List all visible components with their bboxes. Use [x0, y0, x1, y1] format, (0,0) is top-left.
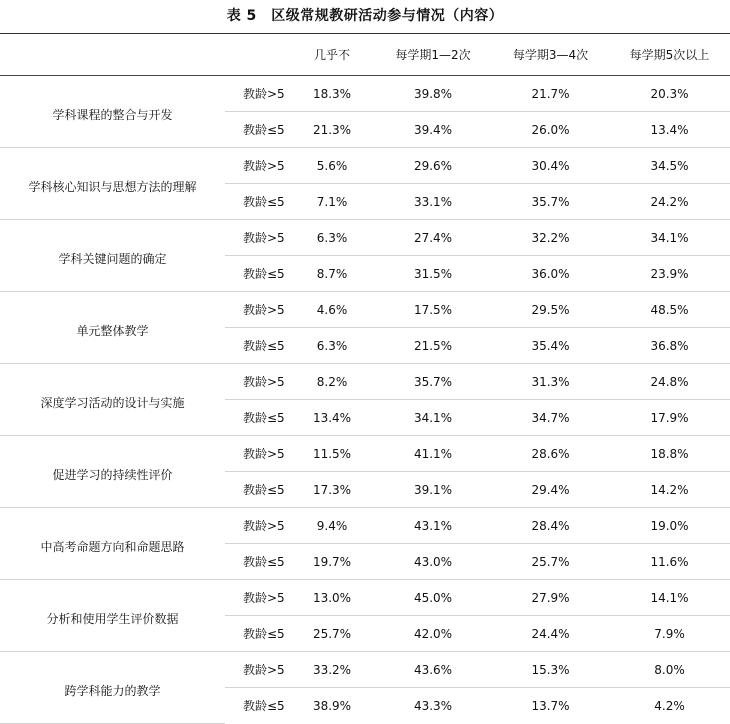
header-cell-3-4-times: 每学期3—4次 — [492, 34, 609, 76]
value-cell: 28.6% — [492, 436, 609, 472]
topic-cell: 深度学习活动的设计与实施 — [0, 364, 225, 436]
table-row — [0, 508, 730, 544]
value-cell: 35.7% — [374, 364, 492, 400]
header-cell-group — [225, 34, 290, 76]
value-cell: 13.0% — [290, 580, 374, 616]
table-row — [0, 292, 730, 328]
topic-cell: 跨学科能力的教学 — [0, 652, 225, 724]
value-cell: 23.9% — [609, 256, 730, 292]
value-cell: 13.7% — [531, 698, 570, 713]
value-cell: 9.4% — [290, 508, 374, 544]
value-cell: 15.3% — [492, 652, 609, 688]
group-cell: 教龄>5 — [225, 220, 290, 256]
value-cell: 24.8% — [609, 364, 730, 400]
topic-cell: 学科关键问题的确定 — [0, 220, 225, 292]
group-cell: 教龄>5 — [225, 364, 290, 400]
topic-cell: 单元整体教学 — [0, 292, 225, 364]
table-row — [0, 580, 730, 616]
header-row — [0, 34, 730, 76]
header-cell-5-plus-times: 每学期5次以上 — [609, 34, 730, 76]
value-cell: 4.2% — [654, 698, 685, 713]
value-cell: 42.0% — [374, 616, 492, 652]
value-cell: 17.9% — [609, 400, 730, 436]
value-cell: 8.2% — [290, 364, 374, 400]
value-cell: 39.1% — [374, 472, 492, 508]
topic-cell: 分析和使用学生评价数据 — [0, 580, 225, 652]
group-cell: 教龄≤5 — [225, 472, 290, 508]
table-row — [0, 652, 730, 688]
table-row — [0, 436, 730, 472]
value-cell: 26.0% — [492, 112, 609, 148]
value-cell: 30.4% — [492, 148, 609, 184]
value-cell: 6.3% — [290, 220, 374, 256]
value-cell: 34.1% — [374, 400, 492, 436]
value-cell: 14.1% — [609, 580, 730, 616]
value-cell: 24.2% — [609, 184, 730, 220]
value-cell: 21.7% — [492, 76, 609, 112]
value-cell: 8.7% — [290, 256, 374, 292]
value-cell: 41.1% — [374, 436, 492, 472]
value-cell: 18.3% — [290, 76, 374, 112]
value-cell: 7.1% — [290, 184, 374, 220]
value-cell: 35.4% — [492, 328, 609, 364]
value-cell: 33.2% — [290, 652, 374, 688]
value-cell: 32.2% — [492, 220, 609, 256]
value-cell: 43.0% — [374, 544, 492, 580]
topic-cell: 促进学习的持续性评价 — [0, 436, 225, 508]
value-cell: 19.0% — [609, 508, 730, 544]
value-cell: 21.5% — [374, 328, 492, 364]
group-cell: 教龄≤5 — [225, 112, 290, 148]
value-cell: 21.3% — [290, 112, 374, 148]
group-cell: 教龄≤5 — [225, 184, 290, 220]
value-cell: 20.3% — [609, 76, 730, 112]
value-cell: 29.4% — [492, 472, 609, 508]
value-cell: 31.5% — [374, 256, 492, 292]
value-cell: 25.7% — [492, 544, 609, 580]
value-cell: 13.4% — [290, 400, 374, 436]
value-cell: 35.7% — [492, 184, 609, 220]
group-cell: 教龄≤5 — [225, 544, 290, 580]
topic-cell: 中高考命题方向和命题思路 — [0, 508, 225, 580]
group-cell: 教龄≤5 — [225, 256, 290, 292]
value-cell: 11.5% — [290, 436, 374, 472]
group-cell: 教龄>5 — [225, 292, 290, 328]
value-cell: 36.0% — [492, 256, 609, 292]
group-cell: 教龄≤5 — [243, 699, 285, 713]
participation-table — [0, 33, 730, 724]
value-cell: 43.3% — [413, 698, 453, 713]
group-cell: 教龄≤5 — [225, 400, 290, 436]
value-cell: 43.6% — [374, 652, 492, 688]
value-cell: 5.6% — [290, 148, 374, 184]
value-cell: 48.5% — [609, 292, 730, 328]
topic-cell: 学科核心知识与思想方法的理解 — [0, 148, 225, 220]
value-cell: 38.9% — [312, 698, 352, 713]
table-row — [0, 220, 730, 256]
value-cell: 43.1% — [374, 508, 492, 544]
group-cell: 教龄>5 — [225, 652, 290, 688]
value-cell: 27.4% — [374, 220, 492, 256]
group-cell: 教龄>5 — [225, 436, 290, 472]
value-cell: 36.8% — [609, 328, 730, 364]
value-cell: 24.4% — [492, 616, 609, 652]
value-cell: 4.6% — [290, 292, 374, 328]
value-cell: 14.2% — [609, 472, 730, 508]
value-cell: 34.1% — [609, 220, 730, 256]
group-cell: 教龄≤5 — [225, 328, 290, 364]
header-cell-topic — [0, 34, 225, 76]
value-cell: 45.0% — [374, 580, 492, 616]
header-cell-1-2-times: 每学期1—2次 — [374, 34, 492, 76]
topic-cell: 学科课程的整合与开发 — [0, 76, 225, 148]
value-cell: 25.7% — [290, 616, 374, 652]
value-cell: 13.4% — [609, 112, 730, 148]
value-cell: 7.9% — [609, 616, 730, 652]
header-cell-almost-never: 几乎不 — [290, 34, 374, 76]
table-row — [0, 76, 730, 112]
table-caption: 表 5 区级常规教研活动参与情况（内容） — [226, 8, 504, 24]
group-cell: 教龄≤5 — [225, 616, 290, 652]
value-cell: 17.3% — [290, 472, 374, 508]
group-cell: 教龄>5 — [225, 580, 290, 616]
value-cell: 17.5% — [374, 292, 492, 328]
value-cell: 39.8% — [374, 76, 492, 112]
value-cell: 27.9% — [492, 580, 609, 616]
value-cell: 29.6% — [374, 148, 492, 184]
value-cell: 6.3% — [290, 328, 374, 364]
table-row — [0, 148, 730, 184]
value-cell: 34.7% — [492, 400, 609, 436]
value-cell: 28.4% — [492, 508, 609, 544]
value-cell: 29.5% — [492, 292, 609, 328]
value-cell: 39.4% — [374, 112, 492, 148]
value-cell: 19.7% — [290, 544, 374, 580]
value-cell: 8.0% — [609, 652, 730, 688]
group-cell: 教龄>5 — [225, 76, 290, 112]
group-cell: 教龄>5 — [225, 148, 290, 184]
value-cell: 18.8% — [609, 436, 730, 472]
table-body — [0, 76, 730, 724]
value-cell: 11.6% — [609, 544, 730, 580]
value-cell: 34.5% — [609, 148, 730, 184]
table-row — [0, 364, 730, 400]
value-cell: 31.3% — [492, 364, 609, 400]
value-cell: 33.1% — [374, 184, 492, 220]
group-cell: 教龄>5 — [225, 508, 290, 544]
